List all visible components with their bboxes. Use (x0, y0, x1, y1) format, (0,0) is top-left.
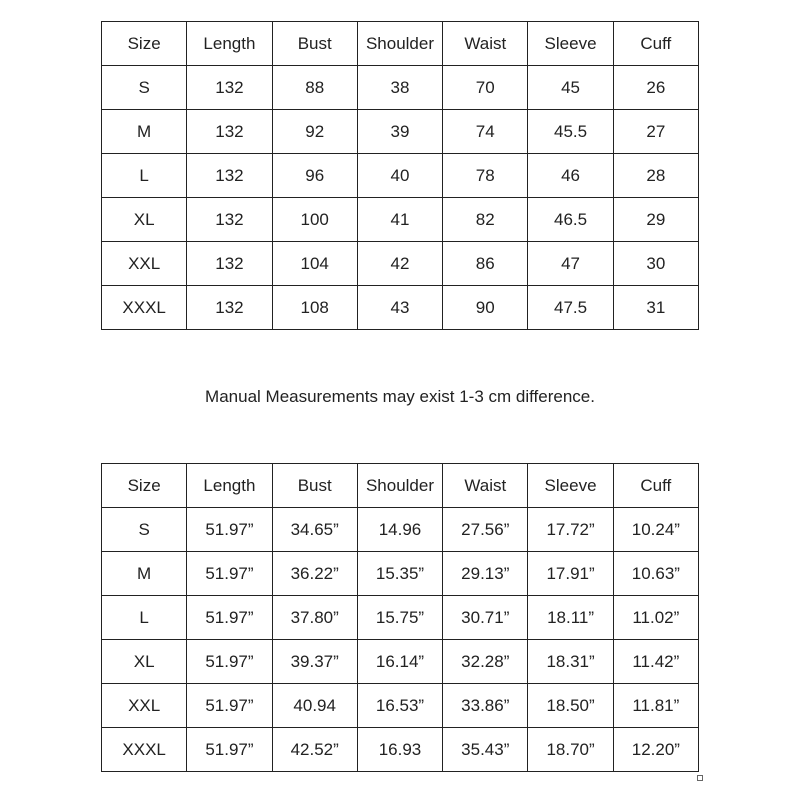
measurement-cell: 17.72” (528, 508, 613, 552)
measurement-cell: 132 (187, 198, 272, 242)
measurement-cell: 30.71” (443, 596, 528, 640)
column-header: Size (102, 22, 187, 66)
table-row (102, 198, 699, 242)
measurement-cell: 88 (272, 66, 357, 110)
measurement-cell: 41 (357, 198, 442, 242)
measurement-cell: 10.63” (613, 552, 698, 596)
table-row (102, 596, 699, 640)
measurement-cell: 18.31” (528, 640, 613, 684)
table-row (102, 242, 699, 286)
measurement-cell: 18.11” (528, 596, 613, 640)
measurement-cell: 43 (357, 286, 442, 330)
measurement-cell: 42 (357, 242, 442, 286)
measurement-cell: 39 (357, 110, 442, 154)
measurement-cell: 27 (613, 110, 698, 154)
measurement-cell: 16.93 (357, 728, 442, 772)
size-label-cell: S (102, 508, 187, 552)
measurement-cell: 46 (528, 154, 613, 198)
table-row (102, 154, 699, 198)
measurement-cell: 37.80” (272, 596, 357, 640)
size-label-cell: XXL (102, 242, 187, 286)
measurement-cell: 82 (443, 198, 528, 242)
column-header: Bust (272, 22, 357, 66)
measurement-cell: 29 (613, 198, 698, 242)
measurement-cell: 132 (187, 154, 272, 198)
column-header: Cuff (613, 22, 698, 66)
size-label-cell: XXXL (102, 286, 187, 330)
measurement-cell: 16.14” (357, 640, 442, 684)
table-row (102, 552, 699, 596)
measurement-cell: 29.13” (443, 552, 528, 596)
column-header: Size (102, 464, 187, 508)
size-label-cell: M (102, 552, 187, 596)
measurement-cell: 40.94 (272, 684, 357, 728)
column-header: Bust (272, 464, 357, 508)
size-label-cell: XXXL (102, 728, 187, 772)
measurement-cell: 100 (272, 198, 357, 242)
measurement-cell: 28 (613, 154, 698, 198)
column-header: Length (187, 464, 272, 508)
measurement-cell: 15.35” (357, 552, 442, 596)
table-header-row (102, 22, 699, 66)
measurement-cell: 12.20” (613, 728, 698, 772)
size-label-cell: S (102, 66, 187, 110)
measurement-note: Manual Measurements may exist 1-3 cm difference. (205, 387, 595, 406)
size-label-cell: L (102, 154, 187, 198)
column-header: Sleeve (528, 464, 613, 508)
measurement-cell: 90 (443, 286, 528, 330)
measurement-cell: 51.97” (187, 684, 272, 728)
measurement-cell: 92 (272, 110, 357, 154)
measurement-cell: 14.96 (357, 508, 442, 552)
table-row (102, 508, 699, 552)
size-table-inch (101, 463, 699, 772)
measurement-cell: 45.5 (528, 110, 613, 154)
column-header: Waist (443, 22, 528, 66)
measurement-cell: 51.97” (187, 728, 272, 772)
measurement-cell: 132 (187, 66, 272, 110)
measurement-cell: 42.52” (272, 728, 357, 772)
table-row (102, 110, 699, 154)
size-label-cell: XL (102, 198, 187, 242)
size-label-cell: L (102, 596, 187, 640)
measurement-cell: 51.97” (187, 508, 272, 552)
measurement-cell: 51.97” (187, 552, 272, 596)
size-label-cell: XXL (102, 684, 187, 728)
measurement-cell: 32.28” (443, 640, 528, 684)
measurement-cell: 132 (187, 242, 272, 286)
measurement-cell: 30 (613, 242, 698, 286)
measurement-cell: 39.37” (272, 640, 357, 684)
column-header: Sleeve (528, 22, 613, 66)
measurement-cell: 15.75” (357, 596, 442, 640)
table-resize-handle[interactable] (697, 775, 703, 781)
size-label-cell: XL (102, 640, 187, 684)
measurement-cell: 45 (528, 66, 613, 110)
table-row (102, 728, 699, 772)
measurement-cell: 18.70” (528, 728, 613, 772)
table-header-row (102, 464, 699, 508)
size-label-cell: M (102, 110, 187, 154)
size-table-cm (101, 21, 699, 330)
column-header: Length (187, 22, 272, 66)
measurement-cell: 46.5 (528, 198, 613, 242)
measurement-cell: 74 (443, 110, 528, 154)
table-row (102, 684, 699, 728)
measurement-cell: 26 (613, 66, 698, 110)
measurement-cell: 108 (272, 286, 357, 330)
measurement-cell: 34.65” (272, 508, 357, 552)
measurement-cell: 70 (443, 66, 528, 110)
measurement-cell: 10.24” (613, 508, 698, 552)
table-row (102, 66, 699, 110)
measurement-cell: 35.43” (443, 728, 528, 772)
column-header: Waist (443, 464, 528, 508)
measurement-cell: 27.56” (443, 508, 528, 552)
measurement-cell: 47 (528, 242, 613, 286)
measurement-cell: 40 (357, 154, 442, 198)
measurement-cell: 31 (613, 286, 698, 330)
measurement-cell: 132 (187, 110, 272, 154)
measurement-cell: 33.86” (443, 684, 528, 728)
measurement-cell: 104 (272, 242, 357, 286)
measurement-cell: 36.22” (272, 552, 357, 596)
measurement-cell: 11.02” (613, 596, 698, 640)
table-row (102, 640, 699, 684)
table-row (102, 286, 699, 330)
column-header: Shoulder (357, 22, 442, 66)
measurement-cell: 16.53” (357, 684, 442, 728)
measurement-cell: 18.50” (528, 684, 613, 728)
measurement-cell: 78 (443, 154, 528, 198)
measurement-cell: 86 (443, 242, 528, 286)
measurement-cell: 51.97” (187, 596, 272, 640)
measurement-cell: 38 (357, 66, 442, 110)
column-header: Shoulder (357, 464, 442, 508)
measurement-cell: 47.5 (528, 286, 613, 330)
measurement-cell: 96 (272, 154, 357, 198)
measurement-cell: 17.91” (528, 552, 613, 596)
measurement-cell: 11.42” (613, 640, 698, 684)
measurement-cell: 51.97” (187, 640, 272, 684)
measurement-cell: 11.81” (613, 684, 698, 728)
measurement-cell: 132 (187, 286, 272, 330)
column-header: Cuff (613, 464, 698, 508)
